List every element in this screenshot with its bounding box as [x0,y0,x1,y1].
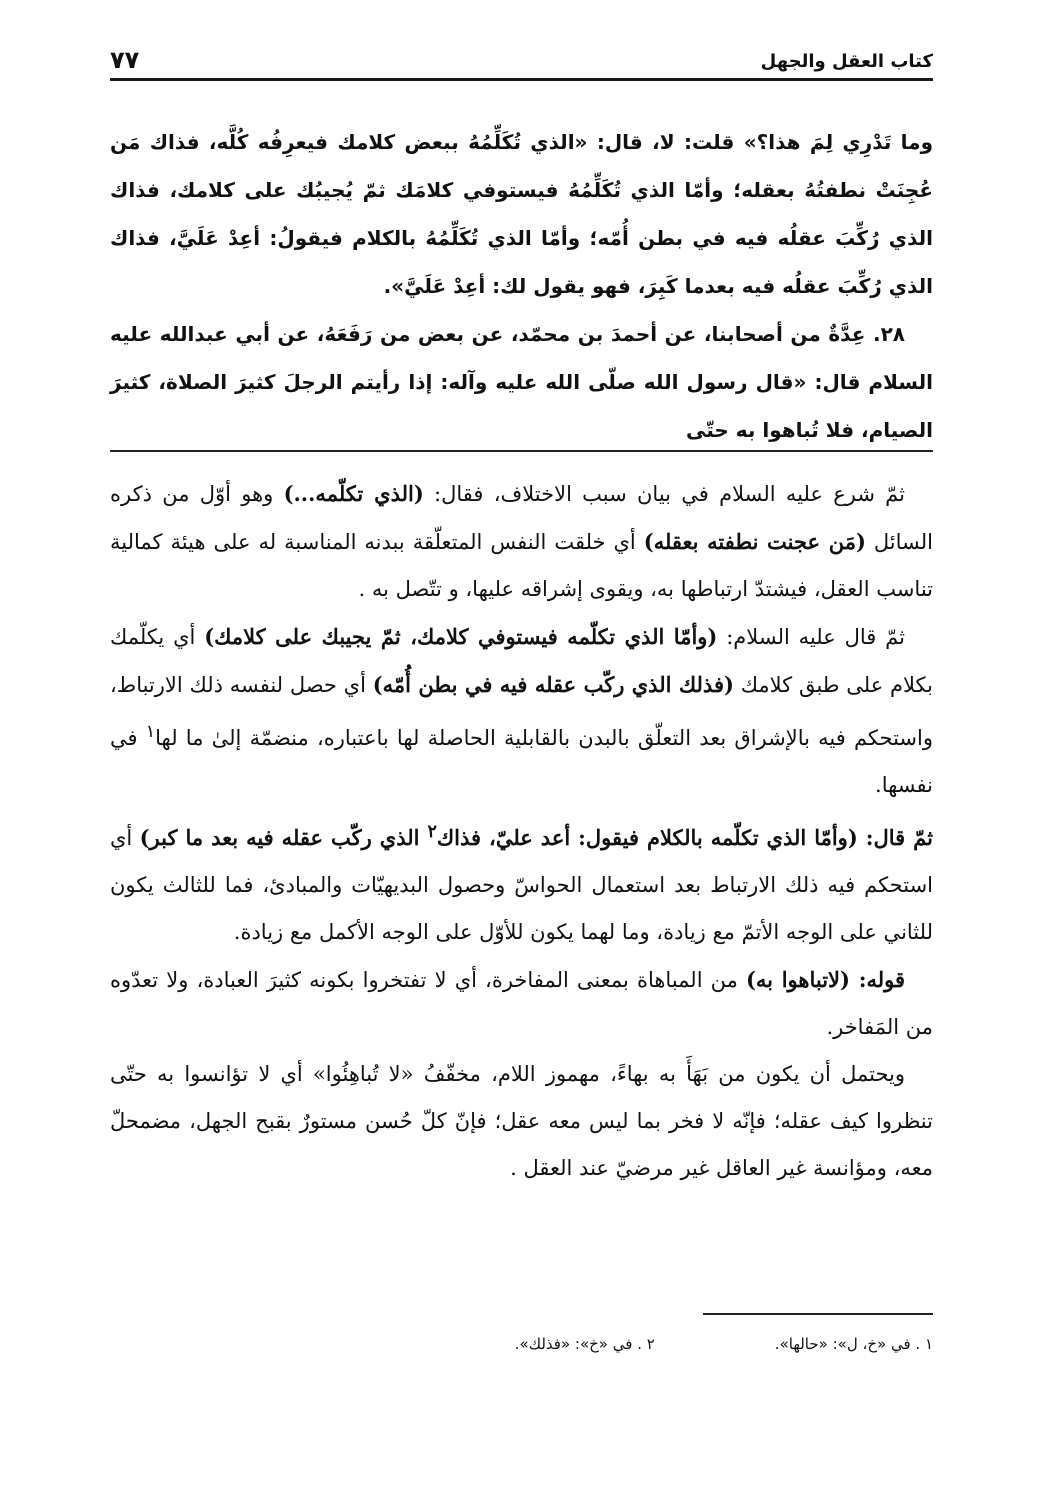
quoted-phrase: الذي ركّب عقله فيه بعد ما كبر) [139,825,428,850]
footnote-2: ٢ . في «خ»: «فذلك». [514,1335,655,1353]
commentary-text [110,470,933,1192]
commentary-text-run: أي خلقت النفس المتعلّقة ببدنه المناسبة له على هيئة كمالية تناسب العقل، فيشتدّ ارتباطها به، ويقوى إشراقه عليها، و تتّصل به . [110,530,933,601]
footnote-1: ١ . في «خ، ل»: «حالها». [774,1335,933,1353]
commentary-paragraph [110,809,933,956]
footnote-ref: ١ [145,722,156,742]
qawluhu-label: قوله: [849,967,906,992]
commentary-text-run: أي حصل لنفسه ذلك الارتباط، واستحكم فيه بالإشراق بعد التعلّق بالبدن بالقابلية الحاصلة لها باعتباره، منضمّة إلىٰ ما لها [110,673,933,750]
quoted-phrase: (فذلك الذي ركّب عقله فيه في بطن أُمّه) [372,672,734,697]
commentary-text-run: أي استحكم فيه ذلك الارتباط بعد استعمال الحواسّ وحصول البديهيّات والمبادئ، فما للثالث يكون للثاني على الوجه الأتمّ مع زيادة، وما لهما يكون للأوّل على الوجه الأكمل مع زيادة. [110,826,933,944]
commentary-text-run: أي يكلّمك بكلام على طبق كلامك [110,625,933,697]
book-title: كتاب العقل والجهل [760,51,933,72]
commentary-paragraph [110,613,933,809]
footnote-separator [703,1313,933,1315]
text-separator [110,450,933,452]
commentary-text-run: وهو أوّل من ذكره السائل [110,482,933,554]
page-header [110,40,933,81]
commentary-text-run: ثمّ قال عليه السلام: [717,625,905,649]
commentary-paragraph [110,1051,933,1192]
hadith-paragraph-text: عِدَّةٌ من أصحابنا، عن أحمدَ بن محمّد، عن بعض من رَفَعَهُ، عن أبي عبدالله عليه السلام قال: «قال رسول الله صلّى الله عليه وآله: إذا رأيتم الرجلَ كثيرَ الصلاة، كثيرَ الصيام، فلا تُباهوا به حتّى [110,322,933,442]
commentary-text-run: ثمّ شرع عليه السلام في بيان سبب الاختلاف، فقال: [423,482,906,506]
quoted-phrase: (مَن عجنت نطفته بعقله) [643,529,866,554]
commentary-text-run: ويحتمل أن يكون من بَهَأَ به بهاءً، مهموز اللام، مخفّفُ «لا تُباهِئُوا» أي لا تؤانسوا به حتّى تنظروا كيف عقله؛ فإنّه لا فخر بما ليس معه عقل؛ فإنّ كلّ حُسن مستورٌ بقبح الجهل، مضمحلّ معه، ومؤانسة غير العاقل غير مرضيّ عند العقل . [110,1062,933,1180]
hadith-text [110,118,933,454]
commentary-text-run: من المباهاة بمعنى المفاخرة، أي لا تفتخروا بكونه كثيرَ العبادة، ولا تعدّوه من المَفاخر. [110,968,933,1039]
hadith-paragraph-text: وما تَدْرِي لِمَ هذا؟» قلت: لا، قال: «الذي تُكَلِّمُهُ ببعض كلامك فيعرِفُه كُلَّه، فذاك مَن عُجِنَتْ نطفتُهُ بعقله؛ وأمّا الذي تُكَلِّمُهُ فيستوفي كلامَك ثمّ يُجيبُك على كلامك، فذاك الذي رُكِّبَ عقلُه فيه في بطن أُمّه؛ وأمّا الذي تُكَلِّمُهُ بالكلام فيقولُ: أعِدْ عَلَيَّ، فذاك الذي رُكِّبَ عقلُه فيه بعدما كَبِرَ، فهو يقول لك: أعِدْ عَلَيَّ». [110,130,933,298]
hadith-paragraph [110,118,933,310]
page-number: ٧٧ [110,46,140,74]
commentary-paragraph [110,956,933,1051]
quoted-phrase: (وأمّا الذي تكلّمه فيستوفي كلامك، ثمّ يجيبك على كلامك) [204,624,718,649]
footnote-ref: ٢ [427,822,437,842]
hadith-number: ٢٨. [872,322,905,346]
quoted-phrase: ثمّ قال: (وأمّا الذي تكلّمه بالكلام فيقول: أعد عليّ، فذاك [436,825,933,850]
footnotes [110,1335,933,1353]
commentary-text-run: في نفسها. [110,726,933,797]
hadith-paragraph-28 [110,310,933,454]
commentary-paragraph [110,470,933,613]
quoted-phrase: (لاتباهوا به) [745,967,850,992]
quoted-phrase: (الذي تكلّمه...) [283,481,424,506]
